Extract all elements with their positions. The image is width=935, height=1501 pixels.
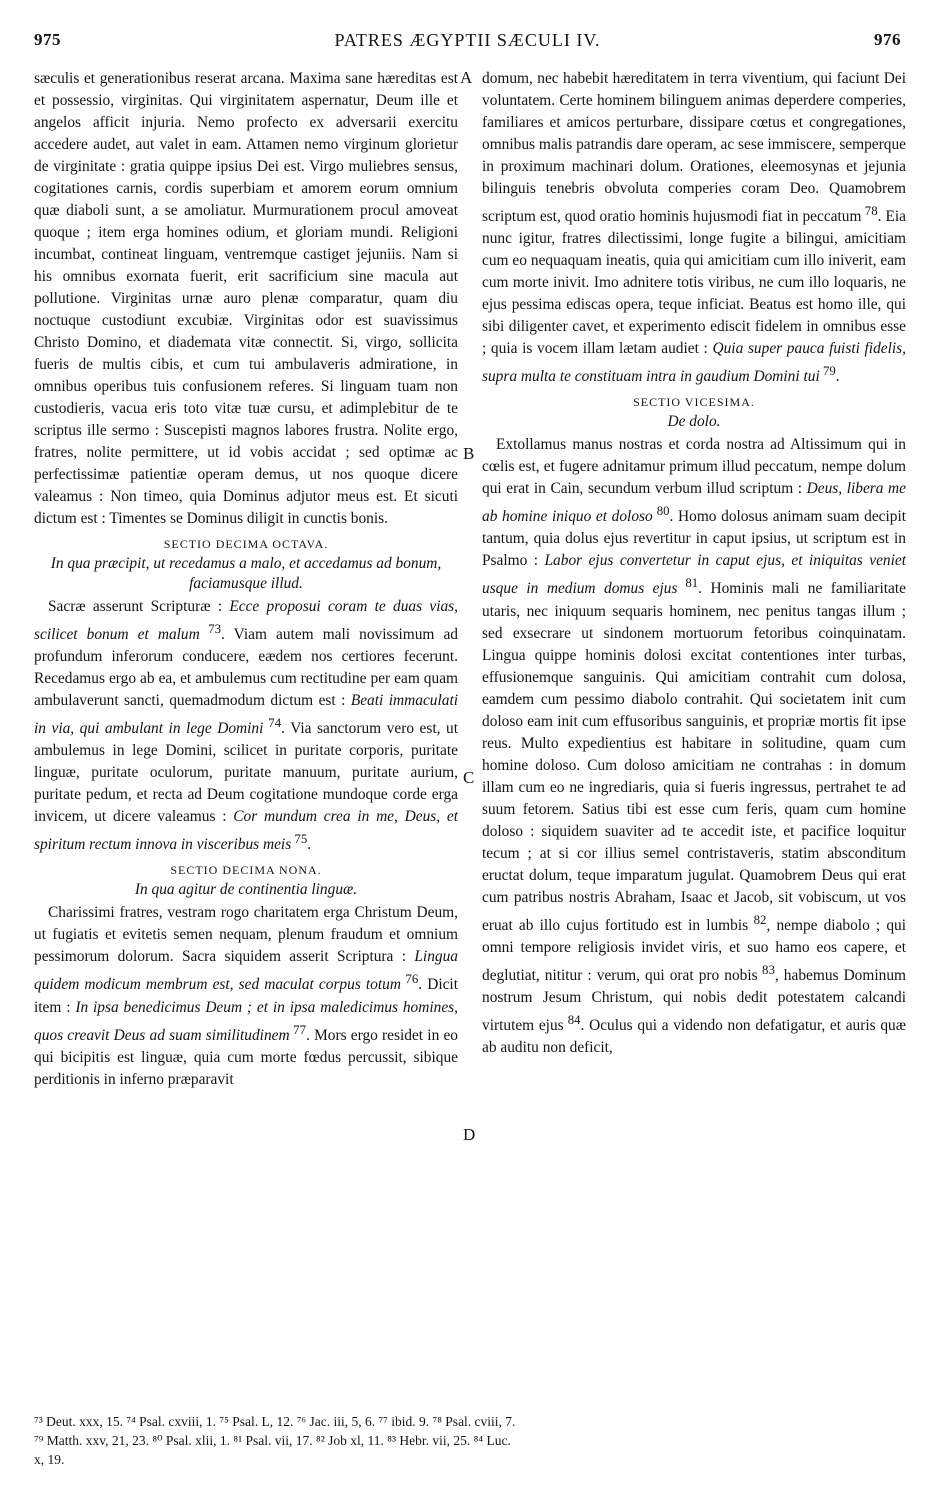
running-header bbox=[34, 30, 901, 60]
section-heading-18: SECTIO DECIMA OCTAVA. bbox=[163, 537, 329, 551]
note-ref: 80 bbox=[652, 504, 670, 519]
note-ref: 74 bbox=[263, 716, 282, 731]
note-ref: 84 bbox=[563, 1012, 581, 1027]
quotation: Beati immaculati in via, qui ambulant in lege Domini bbox=[34, 692, 458, 738]
quotation: Ecce proposui coram te duas vias, scilicet bonum et malum bbox=[34, 598, 458, 644]
left-column bbox=[34, 68, 458, 1408]
footnote-line: x, 19. bbox=[34, 1452, 65, 1467]
text: . bbox=[835, 368, 840, 386]
section-heading-20: SECTIO VICESIMA. bbox=[633, 395, 755, 410]
quotation: Quia super pauca fuisti fidelis, supra multa te constituam intra in gaudium Domini tui bbox=[482, 340, 906, 386]
footnote-line: ⁷⁹ Matth. xxv, 21, 23. ⁸⁰ Psal. xlii, 1. ⁸¹ Psal. vii, 17. ⁸² Job xl, 11. ⁸³ Hebr. vii, 25. ⁸⁴ Luc. bbox=[34, 1433, 511, 1448]
page-number-left: 975 bbox=[34, 30, 61, 49]
margin-marker-a: A bbox=[460, 68, 473, 87]
paragraph bbox=[34, 902, 458, 1090]
quotation: In ipsa benedicimus Deum ; et in ipsa maledicimus homines, quos creavit Deus ad suam similitudinem bbox=[34, 998, 458, 1044]
note-ref: 82 bbox=[748, 912, 767, 927]
text: Sacræ asserunt Scripturæ : bbox=[48, 598, 230, 615]
note-ref: 83 bbox=[757, 962, 775, 977]
text: . Homo dolosus animam suam decipit tantum, quia dolus ejus revertitur in caput ipsius, ut scriptum est in Psalmo : bbox=[482, 508, 906, 570]
note-ref: 75 bbox=[291, 832, 308, 847]
note-ref: 77 bbox=[289, 1022, 307, 1037]
quotation: Labor ejus convertetur in caput ejus, et iniquitas veniet usque in medium domus ejus bbox=[482, 552, 906, 598]
text: . Hominis mali ne familiaritate utaris, nec iniquum sequaris hominem, nec penitus tangas illum ; sed exsecrare ut sindonem mortuorum fetoribus coinquinatam. Lingua quippe hominis dolosi excitat contentiones inter turbas, effusionemque sanguinis. Qui amicitiam contrahit cum dolosa, eamdem cum pessimo diabolo contrahit. Qui societatem init cum doloso eam init cum effusoribus sanguinis, et propriæ mortis fit ipse reus. Multo expedientius est habitare in solitudine, quam cum homine doloso. Cum doloso amicitiam ne contrahas : in domum illam cum eo ne ingrediaris, quia si fueris ingressus, pertrahet te ad suum fetorem. Satius tibi est esse cum feris, quam cum homine doloso : siquidem suaviter ad te accedit iste, et pacifice loquitur tecum ; at si cor illius semel contristaveris, statim absconditum eructat dolum, teque imparatum jugulat. Quamobrem Deus qui erat cum patribus nostris Abraham, Isaac et Jacob, sit vobiscum, ut vos eruat ab illo cujus fortitudo est in lumbis bbox=[482, 580, 906, 934]
text: . Dicit item : bbox=[34, 976, 458, 1016]
section-heading-19: SECTIO DECIMA NONA. bbox=[170, 863, 322, 878]
running-title: PATRES ÆGYPTII SÆCULI IV. bbox=[334, 30, 601, 50]
text: . Viam autem mali novissimum ad profundum inferorum conducere, eædem nos certiores fecerunt. Recedamus ergo ab ea, et ambulemus cum rectitudine per eam quam ambulaverunt sancti, quemadmodum dictum est : bbox=[34, 626, 458, 710]
section-subtitle-18: In qua præcipit, ut recedamus a malo, et accedamus ad bonum, faciamusque illud. bbox=[50, 555, 442, 592]
text: . Eia nunc igitur, fratres dilectissimi, longe fugite a bilingui, amicitiam cum eo nequaquam ineatis, quia qui amicitiam cum illo iniverit, eam cum morte inivit. Imo adnitere totis viribus, ne cum illo loquaris, ne ejus pessima ediscas opera, teque inficiat. Beatus est homo ille, qui sibi diligenter cavet, et experimento ediscit fidelem in omnibus esse ; quia is vocem illam lætam audiet : bbox=[482, 208, 906, 358]
paragraph bbox=[482, 68, 906, 388]
margin-marker-c: C bbox=[463, 768, 475, 787]
note-ref: 76 bbox=[400, 972, 419, 987]
text: . bbox=[307, 836, 312, 854]
text: domum, nec habebit hæreditatem in terra viventium, qui faciunt Dei voluntatem. Certe hominem bilinguem animas deperdere comperies, familiares et amicos perturbare, dissipare cœtus et congregationes, omnibus malis patrandis dare operam, ac sese immiscere, semperque in proximum machinari dolum. Orationes, eleemosynas et jejunia bilinguis tenebris obvoluta comperies coram Deo. Quamobrem scriptum est, quod oratio hominis hujusmodi fiat in peccatum bbox=[482, 70, 906, 226]
text: . Oculus qui a videndo non defatigatur, et auris quæ ab auditu non deficit, bbox=[482, 1016, 906, 1056]
note-ref: 81 bbox=[677, 576, 699, 591]
text: , nempe diabolo ; qui omni tempore religiosis invidet viris, et suo hamo eos capere, et deglutiat, nititur : verum, qui orat pro nobis bbox=[482, 916, 906, 984]
margin-marker-d: D bbox=[463, 1125, 476, 1144]
text: . Mors ergo residet in eo qui bicipitis est linguæ, quia cum morte fœdus percussit, sibique perditionis in inferno præparavit bbox=[34, 1026, 458, 1088]
right-column bbox=[482, 68, 906, 1408]
text: Extollamus manus nostras et corda nostra ad Altissimum qui in cœlis est, et fugere adnitamur primum illud peccatum, nempe dolum qui erat in Cain, secundum verbum illud scriptum : bbox=[482, 436, 906, 498]
quotation: Lingua quidem modicum membrum est, sed maculat corpus totum bbox=[34, 948, 458, 994]
paragraph bbox=[482, 434, 906, 1059]
footnote-line: ⁷³ Deut. xxx, 15. ⁷⁴ Psal. cxviii, 1. ⁷⁵ Psal. L, 12. ⁷⁶ Jac. iii, 5, 6. ⁷⁷ ibid. 9. ⁷⁸ Psal. cviii, 7. bbox=[34, 1414, 516, 1429]
section-subtitle-19: In qua agitur de continentia linguæ. bbox=[134, 881, 358, 899]
note-ref: 78 bbox=[861, 204, 878, 218]
text: . Via sanctorum vero est, ut ambulemus in lege Domini, scilicet in puritate corporis, puritate linguæ, puritate oculorum, puritate manuum, puritate aurium, puritate pedum, et recta ad Deum cogitatione mundoque corde erga invicem, ut dicere valeamus : bbox=[34, 720, 458, 826]
text: , habemus Dominum nostrum Jesum Christum, qui nobis dedit potestatem calcandi virtutem ejus bbox=[482, 966, 906, 1034]
page-number-right: 976 bbox=[874, 30, 901, 49]
text: Charissimi fratres, vestram rogo charitatem erga Christum Deum, ut fugiatis et evitetis semen nequam, plenum fraudum et omnium pessimorum dolorum. Sacra siquidem asserit Scriptura : bbox=[34, 904, 458, 966]
footnotes bbox=[34, 1412, 901, 1469]
paragraph bbox=[34, 596, 458, 856]
quotation: Cor mundum crea in me, Deus, et spiritum rectum innova in visceribus meis bbox=[34, 808, 458, 854]
quotation: Deus, libera me ab homine iniquo et doloso bbox=[482, 480, 906, 526]
note-ref: 73 bbox=[199, 622, 222, 636]
note-ref: 79 bbox=[819, 364, 836, 379]
paragraph: sæculis et generationibus reserat arcana. Maxima sane hæreditas est et possessio, virginitas. Qui virginitatem aspernatur, Deum ille et angelos afficit injuria. Nemo profecto ex adversarii exercitu accedere audet, aut valet in eam. Attamen nemo virginum glorietur de virginitate : gratia quippe ipsius Dei est. Virgo muliebres sensus, cogitationes carnis, cordis superbiam et amorem eorum omnium quæ diaboli sunt, a se amoliatur. Murmurationem procul amoveat quoque ; item erga homines odium, et gloriam mundi. Religioni incumbat, contineat linguam, ventremque castiget jejuniis. Nam si his omnibus exornata fuerit, erit sacrificium sine macula aut pollutione. Virginitas urnæ auro plenæ comparatur, quam diu noctuque custodiunt excubiæ. Virginitas odor est suavissimus Christo Domino, et diademata vitæ connectit. Si, virgo, sollicita fueris de multis cibis, et cum tui ambulaveris admiratione, in omnibus operibus tuis confusionem referes. Si linguam tuam non custodieris, vacua eris toto vitæ tuæ cursu, et adimplebitur de te scriptus ille sermo : Suscepisti magnos labores frustra. Nolite ergo, fratres, nolite permittere, ut id vobis accidat ; sed optimæ ac perfectissimæ patientiæ operam demus, ut nos quoque dicere valeamus : Non timeo, quia Dominus adjutor meus est. Et sicuti dictum est : Timentes se Dominus diligit in cunctis bonis. bbox=[34, 70, 458, 527]
section-subtitle-20: De dolo. bbox=[667, 413, 721, 431]
margin-marker-b: B bbox=[463, 444, 475, 463]
